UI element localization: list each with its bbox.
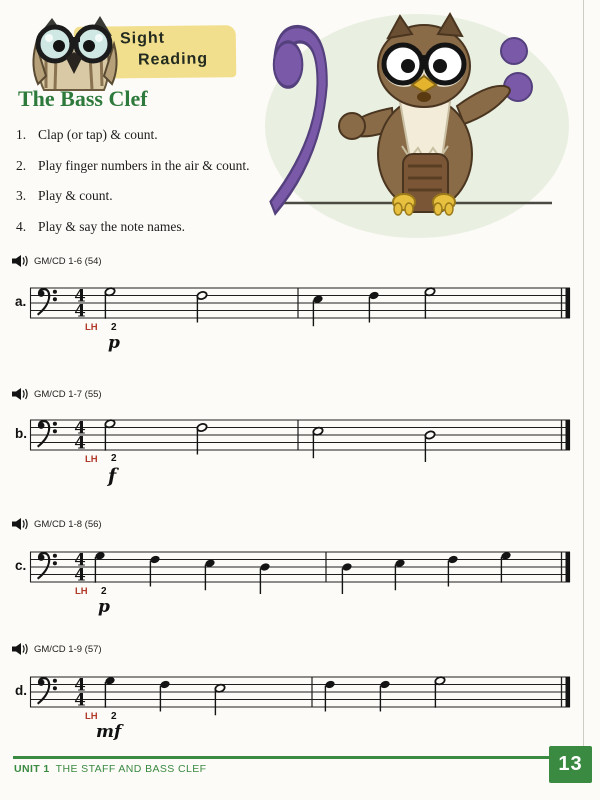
footer-rule [13,756,551,759]
logo-text-line2: Reading [137,50,209,69]
cd-track-label: GM/CD 1-6 (54) [34,255,102,267]
exercise-label: b. [15,425,27,441]
left-hand-label: LH [85,453,98,465]
exercise-c [0,518,600,643]
exercise-b [0,388,600,513]
finger-number: 2 [111,321,117,333]
instruction-number: 1. [16,127,27,142]
dynamic-marking: f [108,464,117,487]
quarter-note-D3 [341,562,352,594]
time-signature-digit: 4 [74,433,86,453]
left-hand-label: LH [75,586,88,597]
cd-track-label: GM/CD 1-8 (56) [34,518,102,530]
exercise-label: a. [15,294,27,309]
final-barline [566,288,571,318]
speaker-icon [12,643,29,655]
instruction-text: Play & say the note names. [38,218,185,234]
dynamic-marking: mf [96,722,122,742]
bass-clef-icon [37,288,57,316]
page-title: The Bass Clef [18,86,148,111]
exercise-label: d. [15,683,27,698]
bass-clef-icon [37,419,57,447]
staff-c [0,544,600,606]
finger-number: 2 [111,710,117,722]
time-signature-digit: 4 [74,690,86,710]
cd-track-row [12,388,102,400]
cd-track-label: GM/CD 1-9 (57) [34,643,102,655]
instruction-text: Play & count. [38,188,113,203]
owl-logo-icon [22,6,132,92]
footer-caption [14,763,206,775]
bass-clef-icon [37,677,57,705]
dynamic-marking: p [98,597,110,617]
time-signature-digit: 4 [74,675,86,695]
footer-unit: UNIT 1 [14,763,50,775]
final-barline [566,552,571,582]
final-barline [566,677,571,707]
owl-bass-clef-illustration [252,6,570,242]
time-signature-digit: 4 [74,550,86,570]
cd-track-row [12,518,102,530]
bass-clef-icon [37,552,57,580]
instructions-list [16,127,286,249]
half-note-D3 [424,430,435,462]
sight-reading-logo [22,4,242,92]
time-signature-digit: 4 [74,286,86,306]
instruction-item [16,127,286,143]
instruction-text: Play finger numbers in the air & count. [38,157,250,173]
clef-dot-top [501,38,527,64]
instruction-number: 4. [16,218,27,234]
exercise-label: c. [15,558,27,573]
instruction-number: 2. [16,157,27,173]
exercise-a [0,255,600,380]
speaker-icon [12,255,29,267]
instruction-item [16,158,286,174]
time-signature-digit: 4 [74,417,86,437]
final-barline [566,420,571,450]
instruction-item [16,219,286,235]
cd-track-label: GM/CD 1-7 (55) [34,388,102,400]
cd-track-row [12,643,102,655]
instruction-number: 3. [16,188,27,203]
left-hand-label: LH [85,322,98,333]
time-signature-digit: 4 [74,301,86,321]
dynamic-marking: p [108,333,120,353]
logo-text-line1: Sight [119,29,166,48]
time-signature-digit: 4 [74,565,86,585]
page-number: 13 [558,753,583,775]
speaker-icon [12,518,29,530]
footer-section: THE STAFF AND BASS CLEF [55,763,207,775]
quarter-note-D3 [259,562,270,594]
page-number-box [549,746,592,783]
instruction-text: Clap (or tap) & count. [38,127,158,142]
finger-number: 2 [111,453,117,464]
cd-track-row [12,255,102,267]
exercise-d [0,643,600,768]
instruction-item [16,188,286,204]
speaker-icon [12,388,29,400]
finger-number: 2 [101,585,107,597]
left-hand-label: LH [85,711,98,722]
